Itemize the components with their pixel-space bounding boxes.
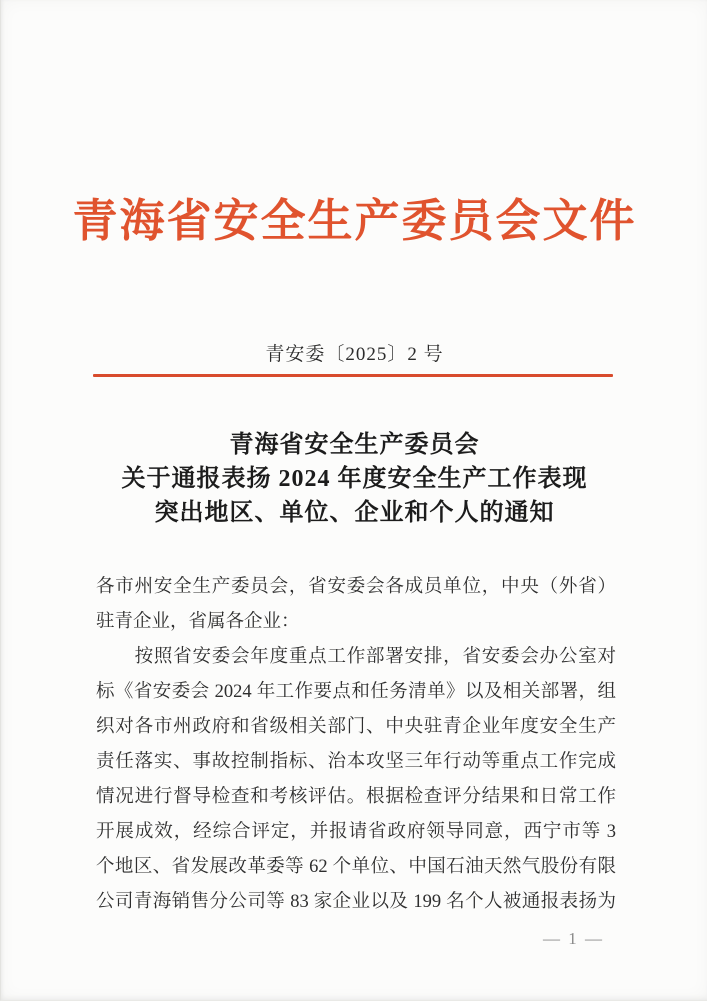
- body-line: 各市州安全生产委员会，省安委会各成员单位，中央（外省）: [96, 577, 616, 597]
- doc-title-line: 青海省安全生产委员会: [229, 432, 480, 458]
- doc-title: [1, 428, 707, 530]
- body-line: 标《省安委会 2024 年工作要点和任务清单》以及相关部署，组: [96, 682, 616, 702]
- body-line: 开展成效，经综合评定，并报请省政府领导同意，西宁市等 3: [96, 822, 616, 842]
- body-line: 织对各市州政府和省级相关部门、中央驻青企业年度安全生产: [96, 717, 616, 737]
- doc-number: 青安委〔2025〕2 号: [265, 344, 444, 365]
- doc-body: [96, 570, 616, 920]
- body-line: 个地区、省发展改革委等 62 个单位、中国石油天然气股份有限: [96, 857, 616, 877]
- doc-title-line: 突出地区、单位、企业和个人的通知: [154, 500, 555, 526]
- body-line: 按照省安委会年度重点工作部署安排，省安委会办公室对: [96, 647, 616, 667]
- body-line: 公司青海销售分公司等 83 家企业以及 199 名个人被通报表扬为: [96, 892, 616, 912]
- red-divider-line: [93, 374, 613, 377]
- page-number: — 1 —: [543, 929, 604, 948]
- body-line: 责任落实、事故控制指标、治本攻坚三年行动等重点工作完成: [96, 752, 616, 772]
- agency-header-title: 青海省安全生产委员会文件: [72, 196, 637, 246]
- body-line: 情况进行督导检查和考核评估。根据检查评分结果和日常工作: [96, 787, 616, 807]
- doc-title-line: 关于通报表扬 2024 年度安全生产工作表现: [121, 466, 588, 492]
- body-line: 驻青企业，省属各企业：: [96, 612, 300, 632]
